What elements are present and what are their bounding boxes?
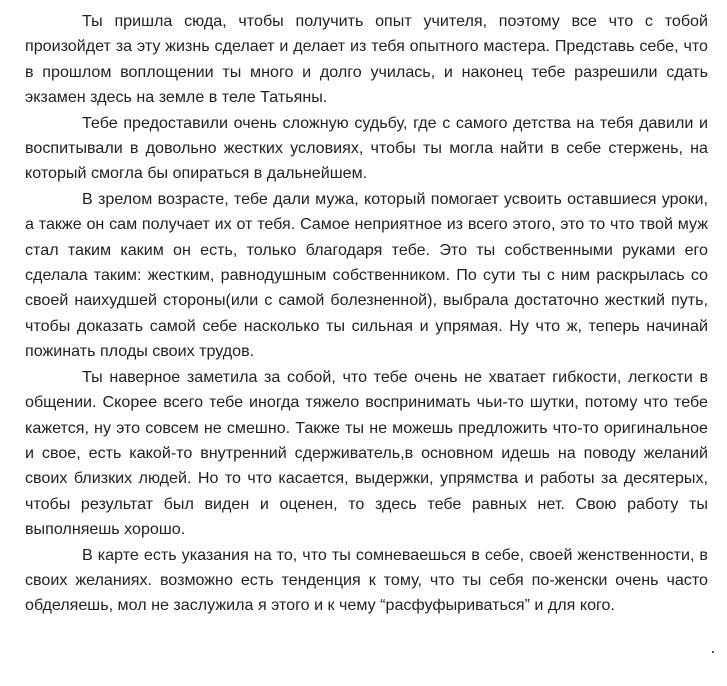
paragraph-5: В карте есть указания на то, что ты сомневаешься в себе, своей женственности, в своих желаниях. возможно есть тенденция к тому, что ты себя по-женски очень часто обделяешь, мол не заслужила я этого и к чему “расфуфыриваться” и для кого. (25, 545, 708, 615)
document-body (25, 9, 708, 619)
paragraph-3: В зрелом возрасте, тебе дали мужа, который помогает усвоить оставшиеся уроки, а также он сам получает их от тебя. Самое неприятное из всего этого, это то что твой муж стал таким каким он есть, только благодаря тебе. Это ты собственными руками его сделала таким: жестким, равнодушным собственником. По сути ты с ним раскрылась со своей наихудшей стороны(или с самой болезненной), выбрала достаточно жесткий путь, чтобы доказать самой себе насколько ты сильная и упрямая. Ну что ж, теперь начинай пожинать плоды своих трудов. (25, 189, 708, 361)
paragraph-2: Тебе предоставили очень сложную судьбу, где с самого детства на тебя давили и воспитывали в довольно жестких условиях, чтобы ты могла найти в себе стержень, на который смогла бы опираться в дальнейшем. (25, 113, 708, 183)
paragraph-1: Ты пришла сюда, чтобы получить опыт учителя, поэтому все что с тобой произойдет за эту жизнь сделает и делает из тебя опытного мастера. Представь себе, что в прошлом воплощении ты много и долго училась, и наконец тебе разрешили сдать экзамен здесь на земле в теле Татьяны. (25, 12, 708, 107)
text-cursor-dot (712, 651, 714, 653)
paragraph-4: Ты наверное заметила за собой, что тебе очень не хватает гибкости, легкости в общении. Скорее всего тебе иногда тяжело воспринимать чьи-то шутки, потому что тебе кажется, ну это совсем не смешно. Также ты не можешь предложить что-то оригинальное и свое, есть какой-то внутренний сдерживатель,в основном идешь на поводу желаний своих близких людей. Но то что касается, выдержки, упрямства и работы за десятерых, чтобы результат был виден и оценен, то здесь тебе равных нет. Свою работу ты выполняешь хорошо. (25, 367, 708, 539)
